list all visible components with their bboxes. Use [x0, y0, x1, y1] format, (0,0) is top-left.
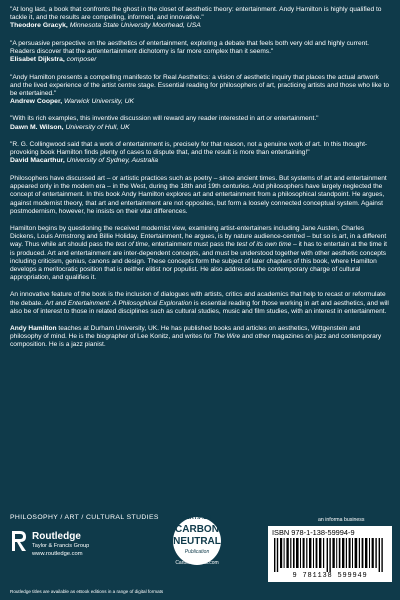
emphasis-text: test of its own time [236, 241, 292, 249]
routledge-r-icon [10, 529, 28, 553]
book-description [10, 175, 390, 316]
endorser-name: David Macarthur [10, 157, 63, 165]
text-run: – it has to entertain at the time it is produced. Art and entertainment are inter-dependent concepts, and must be understood together with other aesthetic concepts including criticism, genius, canons and design. These concepts form the subject of later chapters of this book, where Hamilton develops a meritocratic position that is neither elitist nor populist. He also addresses the contemporary charge of cultural appropriation, and qualifies it. [10, 241, 387, 282]
endorser: David Macarthur, University of Sydney, Australia [10, 157, 159, 165]
author-name: Andy Hamilton [10, 324, 57, 332]
endorser: Elisabet Dijkstra, composer [10, 55, 97, 63]
endorser-name: Andrew Cooper [10, 97, 61, 105]
isbn-label: ISBN 978-1-138-59994-9 [272, 528, 355, 537]
endorser-name: Dawn M. Wilson [10, 123, 62, 131]
endorsement-list [10, 6, 390, 166]
endorser-affiliation: Warwick University, UK [64, 97, 135, 105]
endorsement [10, 40, 390, 65]
endorser: Dawn M. Wilson, University of Hull, UK [10, 123, 130, 131]
description-paragraph-2 [10, 225, 390, 282]
text-run: Hamilton begins by questioning the received modernist view, examining artist-entertainers including Jane Austen, Charles Dickens, Louis Armstrong and Billie Holiday. Entertainment, he argues, is by nature audience-centred – but so is art, in a different way. Thus while art should pass the [10, 224, 387, 249]
publisher-url: www.routledge.com [32, 551, 83, 557]
text-run: , entertainment must pass the [147, 241, 237, 249]
endorser-name: Elisabet Dijkstra [10, 55, 63, 63]
badge-line-1: CERTIFIED [182, 515, 212, 521]
back-cover-text [10, 6, 390, 350]
description-paragraph-3 [10, 291, 390, 316]
badge-line-3: NEUTRAL [173, 536, 221, 547]
badge-line-4: Publication [184, 549, 210, 555]
text-run: An innovative feature of the book is the inclusion of dialogues with artists, critics and academics that help to recast or reformulate the debate. [10, 291, 386, 307]
endorsement [10, 115, 390, 132]
subject-category: PHILOSOPHY / ART / CULTURAL STUDIES [10, 514, 159, 521]
publisher-name: Routledge [32, 531, 81, 542]
publisher-group: Taylor & Francis Group [32, 543, 90, 549]
text-run: teaches at Durham University, UK. He has published books and articles on aesthetics, Wittgenstein and philosophy of mind. He is the biographer of Lee Konitz, and writes for [10, 324, 361, 341]
endorser-affiliation: Minnesota State University Moorhead, USA [69, 22, 201, 30]
endorser: Theodore Gracyk, Minnesota State University Moorhead, USA [10, 22, 201, 30]
endorsement-text: "With its rich examples, this inventive discussion will reward any reader interested in art or entertainment." [10, 115, 319, 123]
author-bio [10, 325, 390, 350]
book-title-text: Art and Entertainment: A Philosophical Exploration [44, 299, 193, 307]
publisher-logo [10, 525, 130, 565]
endorsement-text: "R. G. Collingwood said that a work of entertainment is, precisely for that reason, not a genuine work of art. In this thought-provoking book Hamilton finds plenty of cases to dispute that, and the result is more than entertaining!" [10, 141, 368, 157]
text-run: is essential reading for those working in art and aesthetics, and will also be of interest to those in related disciplines such as cultural studies, music and film studies, with an interest in entertainment. [10, 299, 389, 315]
endorsement [10, 141, 390, 166]
endorser-affiliation: University of Sydney, Australia [66, 157, 159, 165]
endorsement-text: "At long last, a book that confronts the ghost in the closet of aesthetic theory: entertainment. Andy Hamilton is highly qualified to tackle it, and the results are compelling, informed, and innovative." [10, 6, 382, 22]
endorsement-text: "A persuasive perspective on the aesthetics of entertainment, exploring a debate that feels both very old and highly current. Readers discover that the art/entertainment dichotomy is far more complex than it seems." [10, 39, 369, 55]
text-run: and other magazines on jazz and contemporary composition. He is a jazz pianist. [10, 333, 382, 349]
isbn-barcode [268, 526, 392, 582]
informa-tag: an informa business [318, 517, 365, 523]
carbon-neutral-badge [168, 514, 226, 574]
endorser: Andrew Cooper, Warwick University, UK [10, 97, 135, 105]
endorsement [10, 6, 390, 31]
badge-line-2: CARBON [175, 524, 219, 535]
badge-url: CarbonNeutral.com [175, 560, 219, 566]
endorsement [10, 74, 390, 107]
barcode-icon [274, 538, 386, 572]
ebook-note: Routledge titles are available as eBook editions in a range of digital formats [10, 589, 164, 594]
endorsement-text: "Andy Hamilton presents a compelling manifesto for Real Aesthetics: a vision of aesthetic inquiry that places the actual artwork and the lived experience of the artist centre stage. Essential reading for philosophers of art, practicing artists and those who like to be entertained." [10, 73, 389, 97]
magazine-title: The Wire [213, 333, 241, 341]
description-paragraph-1: Philosophers have discussed art – or artistic practices such as poetry – since ancient times. But systems of art and entertainment appeared only in the modern era – in the West, during the 18th and 19th centuries. And philosophers have largely neglected the concept of entertainment. In this book Andy Hamilton explores art and entertainment from a philosophical standpoint. He argues, against modernist theory, that art and entertainment are not opposites, but form a loosely connected conceptual system. Against postmodernism, however, he insists on their vital differences. [10, 174, 387, 215]
endorser-affiliation: composer [66, 55, 97, 63]
emphasis-text: test of time [115, 241, 148, 249]
endorser-affiliation: University of Hull, UK [65, 123, 130, 131]
barcode-digits: 9 781138 599949 [292, 572, 368, 580]
endorser-name: Theodore Gracyk [10, 22, 66, 30]
